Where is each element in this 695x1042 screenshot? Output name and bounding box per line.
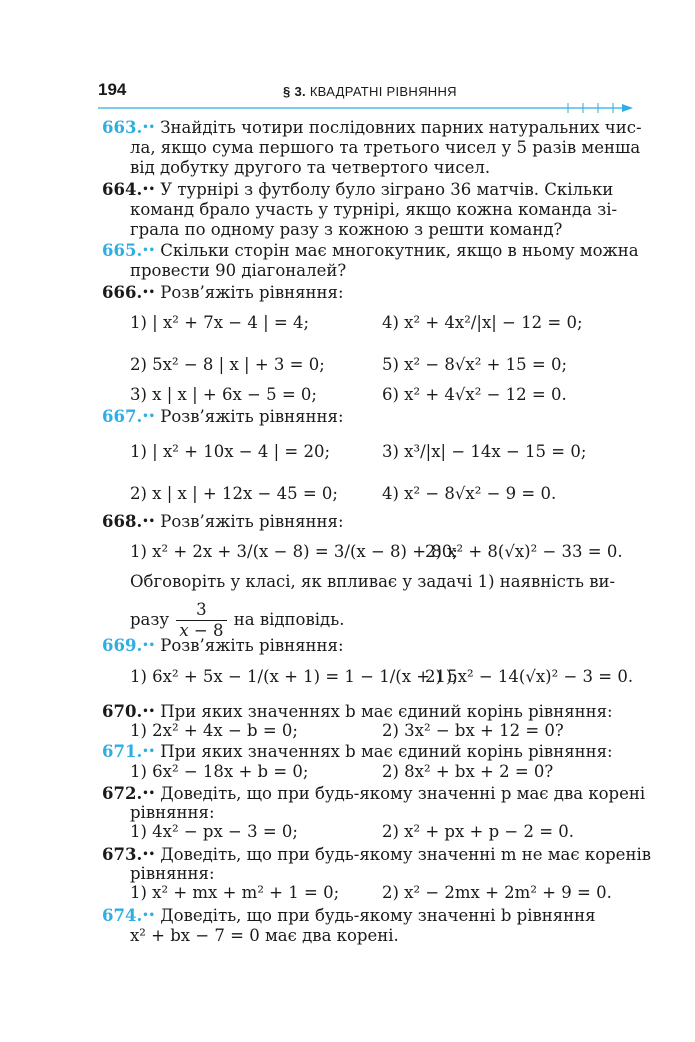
text-fragment: на відповідь. bbox=[233, 610, 345, 629]
problem-text: При яких значеннях b має єдиний корінь рівняння: bbox=[160, 702, 613, 721]
problem-number: 673. bbox=[102, 845, 143, 864]
equation: 6) x² + 4√x² − 12 = 0. bbox=[382, 385, 567, 404]
equation: 4) x² + 4x²/|x| − 12 = 0; bbox=[382, 313, 583, 332]
problem-666: 666.•• Розв’яжіть рівняння: bbox=[102, 283, 344, 302]
problem-text: Розв’яжіть рівняння: bbox=[160, 407, 344, 426]
equation: 3) x³/|x| − 14x − 15 = 0; bbox=[382, 442, 587, 461]
equation: 1) 6x² − 18x + b = 0; bbox=[130, 762, 309, 781]
fraction: $\frac{3}{x - 8}$ bbox=[176, 600, 226, 641]
problem-665: 665.•• Скільки сторін має многокутник, якщо в ньому можна bbox=[102, 241, 639, 260]
problem-text: від добутку другого та четвертого чисел. bbox=[130, 158, 491, 177]
problem-text: Розв’яжіть рівняння: bbox=[160, 636, 344, 655]
problem-674: 674.•• Доведіть, що при будь-якому значенні b рівняння bbox=[102, 906, 596, 925]
problem-number: 669. bbox=[102, 636, 143, 655]
problem-text: ла, якщо сума першого та третього чисел у 5 разів менша bbox=[130, 138, 641, 157]
equation: 2) 5x² − 14(√x)² − 3 = 0. bbox=[425, 667, 634, 686]
problem-670: 670.•• При яких значеннях b має єдиний корінь рівняння: bbox=[102, 702, 613, 721]
problem-text: Доведіть, що при будь-якому значенні m не має коренів bbox=[160, 845, 652, 864]
problem-668: 668.•• Розв’яжіть рівняння: bbox=[102, 512, 344, 531]
equation: 1) 2x² + 4x − b = 0; bbox=[130, 721, 298, 740]
problem-number: 665. bbox=[102, 241, 143, 260]
problem-number: 664. bbox=[102, 180, 143, 199]
problem-text: рівняння: bbox=[130, 803, 215, 822]
problem-text: рівняння: bbox=[130, 864, 215, 883]
problem-number: 666. bbox=[102, 283, 143, 302]
equation: 2) x² − 2mx + 2m² + 9 = 0. bbox=[382, 883, 612, 902]
problem-669: 669.•• Розв’яжіть рівняння: bbox=[102, 636, 344, 655]
equation: 2) x | x | + 12x − 45 = 0; bbox=[130, 484, 338, 503]
problem-673: 673.•• Доведіть, що при будь-якому значенні m не має коренів bbox=[102, 845, 652, 864]
problem-671: 671.•• При яких значеннях b має єдиний корінь рівняння: bbox=[102, 742, 613, 761]
problem-text: Знайдіть чотири послідовних парних натуральних чис- bbox=[160, 118, 642, 137]
equation: 1) | x² + 10x − 4 | = 20; bbox=[130, 442, 331, 461]
problem-672: 672.•• Доведіть, що при будь-якому значенні p має два корені bbox=[102, 784, 646, 803]
problem-667: 667.•• Розв’яжіть рівняння: bbox=[102, 407, 344, 426]
problem-text: Розв’яжіть рівняння: bbox=[160, 512, 344, 531]
problem-number: 663. bbox=[102, 118, 143, 137]
problem-number: 670. bbox=[102, 702, 143, 721]
problem-text: Розв’яжіть рівняння: bbox=[160, 283, 344, 302]
equation: 1) x² + 2x + 3/(x − 8) = 3/(x − 8) + 80; bbox=[130, 542, 458, 561]
section-mark: § 3. bbox=[283, 84, 306, 99]
problem-text: команд брало участь у турнірі, якщо кожна команда зі- bbox=[130, 200, 618, 219]
problem-text: Обговоріть у класі, як впливає у задачі 1) наявність ви- bbox=[130, 572, 616, 591]
equation: 4) x² − 8√x² − 9 = 0. bbox=[382, 484, 557, 503]
problem-text bbox=[130, 600, 344, 641]
problem-text: грала по одному разу з кожною з решти команд? bbox=[130, 220, 563, 239]
problem-text: Доведіть, що при будь-якому значенні b рівняння bbox=[160, 906, 596, 925]
equation: 2) x² + 8(√x)² − 33 = 0. bbox=[425, 542, 623, 561]
problem-664: 664.•• У турнірі з футболу було зіграно 36 матчів. Скільки bbox=[102, 180, 614, 199]
equation: 3) x | x | + 6x − 5 = 0; bbox=[130, 385, 317, 404]
equation: 2) 5x² − 8 | x | + 3 = 0; bbox=[130, 355, 325, 374]
equation: 2) 8x² + bx + 2 = 0? bbox=[382, 762, 554, 781]
problem-number: 674. bbox=[102, 906, 143, 925]
section-name: КВАДРАТНІ РІВНЯННЯ bbox=[309, 84, 457, 99]
problem-text: Доведіть, що при будь-якому значенні p має два корені bbox=[160, 784, 646, 803]
problem-text: Скільки сторін має многокутник, якщо в ньому можна bbox=[160, 241, 639, 260]
equation: 2) x² + px + p − 2 = 0. bbox=[382, 822, 575, 841]
equation: 1) 4x² − px − 3 = 0; bbox=[130, 822, 298, 841]
equation: 1) 6x² + 5x − 1/(x + 1) = 1 − 1/(x + 1); bbox=[130, 667, 458, 686]
problem-number: 668. bbox=[102, 512, 143, 531]
page-number: 194 bbox=[98, 80, 127, 99]
text-fragment: разу bbox=[130, 610, 170, 629]
problem-number: 672. bbox=[102, 784, 143, 803]
equation: 5) x² − 8√x² + 15 = 0; bbox=[382, 355, 568, 374]
problem-text: провести 90 діагоналей? bbox=[130, 261, 347, 280]
section-title bbox=[283, 84, 457, 99]
header-rule-arrow bbox=[98, 101, 633, 115]
problem-text: x² + bx − 7 = 0 має два корені. bbox=[130, 926, 399, 945]
problem-number: 671. bbox=[102, 742, 143, 761]
equation: 1) x² + mx + m² + 1 = 0; bbox=[130, 883, 340, 902]
problem-text: У турнірі з футболу було зіграно 36 матчів. Скільки bbox=[160, 180, 614, 199]
problem-number: 667. bbox=[102, 407, 143, 426]
problem-text: При яких значеннях b має єдиний корінь рівняння: bbox=[160, 742, 613, 761]
problem-663: 663.•• Знайдіть чотири послідовних парних натуральних чис- bbox=[102, 118, 642, 137]
equation: 1) | x² + 7x − 4 | = 4; bbox=[130, 313, 310, 332]
equation: 2) 3x² − bx + 12 = 0? bbox=[382, 721, 564, 740]
